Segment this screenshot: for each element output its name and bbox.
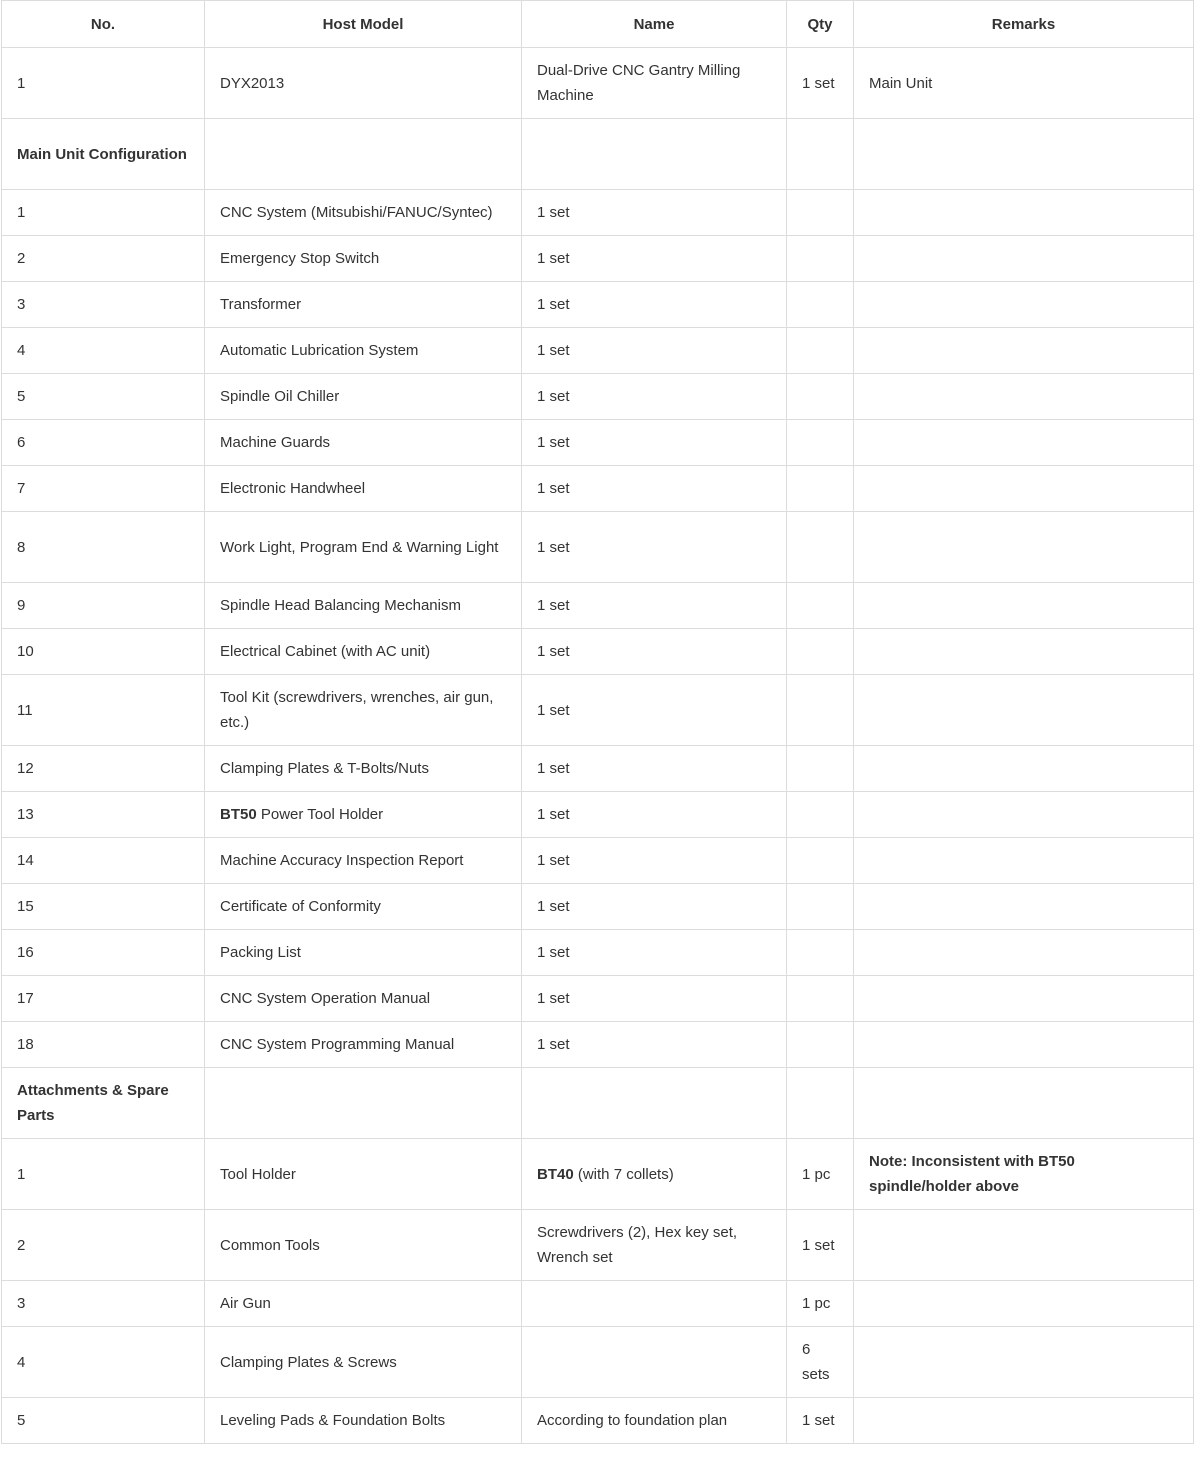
cell-name-text: 1 set (537, 342, 570, 359)
cell-no-text: 8 (17, 538, 26, 556)
table-row (2, 838, 1194, 884)
cell-qty (787, 1068, 854, 1139)
cell-name (522, 466, 787, 512)
cell-host-model-text: Spindle Head Balancing Mechanism (220, 597, 461, 614)
cell-host-model (205, 583, 522, 629)
cell-no (2, 976, 205, 1022)
table-row (2, 1327, 1194, 1398)
cell-name (522, 884, 787, 930)
cell-remarks (854, 1398, 1194, 1444)
cell-no (2, 792, 205, 838)
cell-name-text: 1 set (537, 250, 570, 267)
cell-host-model-text: Emergency Stop Switch (220, 250, 380, 267)
cell-no (2, 1022, 205, 1068)
cell-name-text: 1 set (537, 760, 570, 777)
table-row (2, 420, 1194, 466)
table-row (2, 746, 1194, 792)
cell-name-text: 1 set (537, 806, 570, 823)
cell-qty (787, 1398, 854, 1444)
cell-remarks (854, 838, 1194, 884)
cell-host-model (205, 629, 522, 675)
cell-no (2, 629, 205, 675)
table-row (2, 282, 1194, 328)
cell-host-model (205, 119, 522, 190)
cell-no-text: 4 (17, 1353, 26, 1371)
cell-no-text: 2 (17, 1236, 26, 1254)
cell-qty-text: 6 sets (802, 1341, 830, 1383)
cell-name (522, 583, 787, 629)
cell-no (2, 466, 205, 512)
cell-name-text: According to foundation plan (537, 1412, 728, 1429)
cell-no (2, 746, 205, 792)
cell-name (522, 1139, 787, 1210)
cell-host-model-text: Electronic Handwheel (220, 480, 366, 497)
cell-host-model (205, 884, 522, 930)
cell-remarks (854, 282, 1194, 328)
cell-qty-text: 1 set (802, 1412, 835, 1429)
header-host-model: Host Model (205, 1, 522, 48)
table-row (2, 466, 1194, 512)
cell-qty (787, 466, 854, 512)
table-header (2, 1, 1194, 48)
cell-no-text: 12 (17, 760, 34, 777)
cell-no-text: 4 (17, 342, 26, 359)
cell-qty (787, 236, 854, 282)
cell-no (2, 1139, 205, 1210)
cell-qty (787, 1210, 854, 1281)
cell-host-model (205, 792, 522, 838)
cell-host-model-text: CNC System Programming Manual (220, 1036, 455, 1053)
cell-remarks (854, 629, 1194, 675)
table-row (2, 629, 1194, 675)
cell-host-model-text: Certificate of Conformity (220, 898, 381, 915)
table-row (2, 675, 1194, 746)
cell-no (2, 1210, 205, 1281)
cell-no-text: 11 (17, 701, 33, 719)
cell-remarks (854, 746, 1194, 792)
cell-host-model (205, 838, 522, 884)
cell-no-text: 14 (17, 852, 34, 869)
cell-host-model-text: Machine Accuracy Inspection Report (220, 852, 464, 869)
cell-qty-text: 1 pc (802, 1165, 831, 1183)
cell-name (522, 282, 787, 328)
cell-no-text: 3 (17, 1295, 26, 1312)
cell-host-model-text: CNC System (Mitsubishi/FANUC/Syntec) (220, 204, 493, 221)
cell-no (2, 1281, 205, 1327)
cell-host-model-text: Spindle Oil Chiller (220, 388, 340, 405)
cell-qty (787, 1139, 854, 1210)
cell-name-text: (with 7 collets) (573, 1165, 674, 1183)
cell-host-model-text: Leveling Pads & Foundation Bolts (220, 1412, 446, 1429)
cell-no (2, 838, 205, 884)
table-row (2, 1210, 1194, 1281)
cell-qty (787, 884, 854, 930)
cell-host-model (205, 236, 522, 282)
cell-host-model-text: Clamping Plates & T-Bolts/Nuts (220, 760, 429, 777)
cell-no (2, 1398, 205, 1444)
cell-qty (787, 420, 854, 466)
cell-name (522, 236, 787, 282)
cell-host-model-text: Transformer (220, 296, 302, 313)
cell-no (2, 1327, 205, 1398)
cell-qty (787, 629, 854, 675)
cell-host-model (205, 930, 522, 976)
cell-name (522, 328, 787, 374)
cell-host-model-bold: BT50 (220, 806, 257, 823)
cell-remarks (854, 1210, 1194, 1281)
cell-host-model (205, 190, 522, 236)
cell-no-text: 17 (17, 990, 34, 1007)
cell-name (522, 629, 787, 675)
cell-remarks (854, 119, 1194, 190)
cell-no (2, 190, 205, 236)
table-row (2, 48, 1194, 119)
cell-remarks (854, 420, 1194, 466)
cell-qty (787, 328, 854, 374)
cell-host-model-text: Machine Guards (220, 434, 331, 451)
cell-remarks (854, 1281, 1194, 1327)
table-row (2, 1139, 1194, 1210)
cell-name-text: 1 set (537, 597, 570, 614)
section-title: Main Unit Configuration (17, 145, 187, 163)
cell-name (522, 1068, 787, 1139)
cell-host-model-text: DYX2013 (220, 74, 285, 92)
cell-qty (787, 976, 854, 1022)
cell-remarks (854, 792, 1194, 838)
table-row (2, 1281, 1194, 1327)
cell-host-model-text: Work Light, Program End & Warning Light (220, 538, 499, 556)
cell-remarks (854, 1068, 1194, 1139)
cell-no-text: 1 (17, 1165, 26, 1183)
cell-name (522, 190, 787, 236)
cell-remarks (854, 236, 1194, 282)
cell-no (2, 119, 205, 190)
cell-no (2, 328, 205, 374)
cell-no-text: 5 (17, 1412, 26, 1429)
cell-name (522, 838, 787, 884)
table-row (2, 374, 1194, 420)
cell-qty (787, 838, 854, 884)
cell-host-model-text: Air Gun (220, 1295, 271, 1312)
cell-host-model (205, 1022, 522, 1068)
cell-host-model (205, 1398, 522, 1444)
header-name: Name (522, 1, 787, 48)
cell-host-model-text: Clamping Plates & Screws (220, 1353, 397, 1371)
cell-name (522, 1022, 787, 1068)
cell-qty (787, 1327, 854, 1398)
cell-no-text: 6 (17, 434, 26, 451)
cell-no-text: 1 (17, 204, 26, 221)
cell-remarks-text: Main Unit (869, 74, 933, 92)
cell-remarks (854, 976, 1194, 1022)
header-qty: Qty (787, 1, 854, 48)
cell-qty (787, 512, 854, 583)
cell-name (522, 512, 787, 583)
cell-no-text: 9 (17, 597, 26, 614)
cell-qty (787, 1281, 854, 1327)
table-row (2, 236, 1194, 282)
cell-name (522, 119, 787, 190)
cell-name-text: 1 set (537, 944, 570, 961)
cell-name (522, 374, 787, 420)
cell-name-text: 1 set (537, 296, 570, 313)
cell-no (2, 374, 205, 420)
cell-remarks (854, 328, 1194, 374)
cell-no (2, 930, 205, 976)
cell-qty (787, 190, 854, 236)
cell-no-text: 2 (17, 250, 26, 267)
cell-remarks (854, 48, 1194, 119)
cell-no (2, 420, 205, 466)
cell-no (2, 236, 205, 282)
cell-no (2, 512, 205, 583)
cell-host-model (205, 420, 522, 466)
section-row (2, 119, 1194, 190)
cell-qty-text: 1 set (802, 1236, 835, 1254)
cell-name (522, 48, 787, 119)
cell-name-text: 1 set (537, 388, 570, 405)
cell-no (2, 1068, 205, 1139)
cell-remarks (854, 583, 1194, 629)
cell-host-model-text: CNC System Operation Manual (220, 990, 431, 1007)
table-row (2, 1398, 1194, 1444)
cell-name (522, 976, 787, 1022)
cell-qty (787, 930, 854, 976)
table-row (2, 512, 1194, 583)
cell-host-model (205, 48, 522, 119)
cell-name (522, 1398, 787, 1444)
cell-name (522, 675, 787, 746)
cell-name-text: 1 set (537, 480, 570, 497)
cell-qty-text: 1 pc (802, 1295, 831, 1312)
cell-host-model (205, 512, 522, 583)
cell-remarks (854, 884, 1194, 930)
table-body (2, 48, 1194, 1444)
cell-no (2, 675, 205, 746)
cell-name (522, 792, 787, 838)
cell-name (522, 1327, 787, 1398)
cell-name (522, 1281, 787, 1327)
cell-remarks-bold: Note: Inconsistent with BT50 spindle/holder above (869, 1153, 1075, 1195)
table-row (2, 1022, 1194, 1068)
cell-host-model-text: Packing List (220, 944, 301, 961)
cell-no-text: 16 (17, 944, 34, 961)
cell-name-text: 1 set (537, 852, 570, 869)
table-row (2, 190, 1194, 236)
table-row (2, 976, 1194, 1022)
cell-name-text: 1 set (537, 643, 570, 660)
cell-remarks (854, 466, 1194, 512)
cell-host-model-text: Tool Kit (screwdrivers, wrenches, air gun, etc.) (220, 689, 494, 731)
cell-name-bold: BT40 (537, 1165, 574, 1183)
cell-no (2, 282, 205, 328)
section-title: Attachments & Spare Parts (17, 1082, 169, 1124)
cell-no-text: 5 (17, 388, 26, 405)
table-row (2, 884, 1194, 930)
cell-no-text: 10 (17, 643, 34, 660)
cell-qty (787, 374, 854, 420)
cell-remarks (854, 930, 1194, 976)
table-row (2, 583, 1194, 629)
cell-remarks (854, 374, 1194, 420)
cell-host-model (205, 374, 522, 420)
cell-name-text: 1 set (537, 898, 570, 915)
cell-name (522, 930, 787, 976)
cell-no-text: 7 (17, 480, 26, 497)
section-row (2, 1068, 1194, 1139)
cell-host-model (205, 1210, 522, 1281)
cell-name-text: 1 set (537, 990, 570, 1007)
cell-remarks (854, 1327, 1194, 1398)
cell-qty (787, 119, 854, 190)
table-row (2, 328, 1194, 374)
cell-qty (787, 792, 854, 838)
header-remarks: Remarks (854, 1, 1194, 48)
cell-name-text: 1 set (537, 538, 570, 556)
cell-host-model (205, 282, 522, 328)
cell-remarks (854, 190, 1194, 236)
cell-no-text: 1 (17, 74, 26, 92)
cell-host-model (205, 1139, 522, 1210)
cell-no (2, 48, 205, 119)
cell-qty (787, 675, 854, 746)
table-row (2, 792, 1194, 838)
cell-no-text: 13 (17, 806, 34, 823)
configuration-table (1, 0, 1194, 1444)
cell-no (2, 884, 205, 930)
cell-remarks (854, 1022, 1194, 1068)
header-no: No. (2, 1, 205, 48)
cell-name-text: Dual-Drive CNC Gantry Milling Machine (537, 62, 741, 104)
cell-host-model (205, 1327, 522, 1398)
cell-name-text: 1 set (537, 701, 570, 719)
cell-host-model-text: Power Tool Holder (256, 806, 384, 823)
cell-no-text: 3 (17, 296, 26, 313)
cell-host-model (205, 1068, 522, 1139)
cell-qty (787, 282, 854, 328)
cell-name (522, 746, 787, 792)
cell-qty (787, 48, 854, 119)
cell-host-model-text: Electrical Cabinet (with AC unit) (220, 643, 431, 660)
cell-no-text: 15 (17, 898, 34, 915)
cell-host-model-text: Tool Holder (220, 1165, 296, 1183)
cell-name-text: 1 set (537, 204, 570, 221)
cell-no-text: 18 (17, 1036, 34, 1053)
cell-host-model (205, 1281, 522, 1327)
cell-no (2, 583, 205, 629)
cell-name (522, 1210, 787, 1281)
cell-qty (787, 746, 854, 792)
table-row (2, 930, 1194, 976)
cell-host-model (205, 976, 522, 1022)
cell-remarks (854, 675, 1194, 746)
cell-host-model-text: Automatic Lubrication System (220, 342, 419, 359)
cell-name-text: Screwdrivers (2), Hex key set, Wrench set (537, 1224, 738, 1266)
cell-host-model (205, 328, 522, 374)
cell-name (522, 420, 787, 466)
cell-remarks (854, 512, 1194, 583)
cell-host-model (205, 675, 522, 746)
cell-qty-text: 1 set (802, 74, 835, 92)
cell-host-model (205, 466, 522, 512)
cell-qty (787, 1022, 854, 1068)
cell-host-model-text: Common Tools (220, 1236, 320, 1254)
header-row (2, 1, 1194, 48)
cell-host-model (205, 746, 522, 792)
cell-qty (787, 583, 854, 629)
cell-name-text: 1 set (537, 1036, 570, 1053)
cell-remarks (854, 1139, 1194, 1210)
cell-name-text: 1 set (537, 434, 570, 451)
